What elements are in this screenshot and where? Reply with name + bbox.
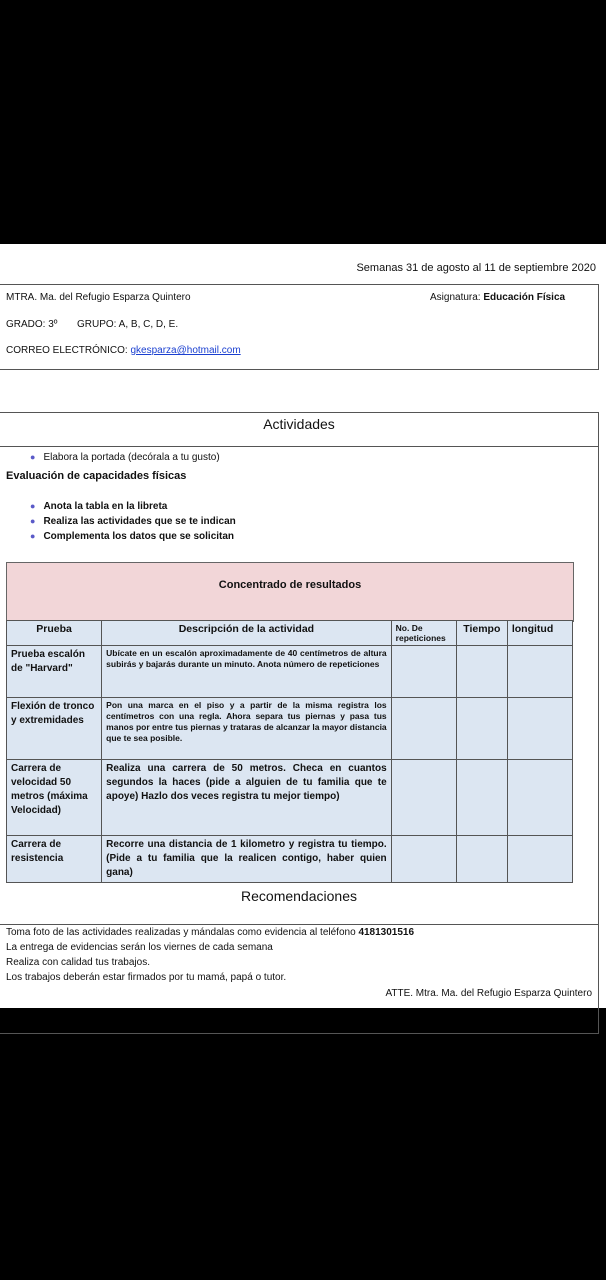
length-cell — [507, 646, 572, 698]
test-description: Pon una marca en el piso y a partir de la misma registra los centímetros con una regla. Ahora separa tus piernas y pasa tus manos por entre tus piernas y trataras de alcanzar la mayor distancia que te sea posible. — [102, 698, 392, 760]
header-repeticiones: No. De repeticiones — [391, 621, 456, 646]
grade: GRADO: 3º — [6, 319, 58, 330]
recommendation-line: La entrega de evidencias serán los viernes de cada semana — [6, 942, 273, 953]
results-title-box — [6, 562, 574, 622]
time-cell — [456, 760, 507, 836]
activity-item: ● Anota la tabla en la libreta — [30, 501, 167, 512]
table-header-row — [7, 621, 573, 646]
recommendation-line: Toma foto de las actividades realizadas y mándalas como evidencia al teléfono 4181301516 — [6, 927, 415, 938]
activity-item: ● Realiza las actividades que se te indican — [30, 516, 236, 527]
table-row — [7, 646, 573, 698]
evaluation-heading: Evaluación de capacidades físicas — [6, 470, 187, 482]
time-cell — [456, 836, 507, 883]
reps-cell — [391, 836, 456, 883]
divider — [0, 924, 598, 925]
time-cell — [456, 646, 507, 698]
table-row — [7, 760, 573, 836]
results-table — [6, 620, 573, 883]
phone-number: 4181301516 — [358, 927, 415, 938]
test-description: Recorre una distancia de 1 kilometro y registra tu tiempo. (Pide a tu familia que la realicen contigo, haber quien gana) — [102, 836, 392, 883]
activity-item: ● Complementa los datos que se solicitan — [30, 531, 234, 542]
test-name: Carrera de resistencia — [7, 836, 102, 883]
table-row — [7, 698, 573, 760]
test-description: Realiza una carrera de 50 metros. Checa en cuantos segundos la haces (pide a alguien de tu familia que te apoye) Hazlo dos veces registra tu mejor tiempo) — [102, 760, 392, 836]
email-link[interactable]: gkesparza@hotmail.com — [130, 345, 241, 356]
header-prueba: Prueba — [7, 621, 102, 646]
recommendation-line: Realiza con calidad tus trabajos. — [6, 957, 150, 968]
test-name: Prueba escalón de "Harvard" — [7, 646, 102, 698]
signature: ATTE. Mtra. Ma. del Refugio Esparza Quintero — [385, 988, 592, 999]
time-cell — [456, 698, 507, 760]
activities-title: Actividades — [263, 416, 335, 432]
header-tiempo: Tiempo — [456, 621, 507, 646]
length-cell — [507, 760, 572, 836]
test-name: Carrera de velocidad 50 metros (máxima Velocidad) — [7, 760, 102, 836]
table-row — [7, 836, 573, 883]
test-description: Ubícate en un escalón aproximadamente de 40 centímetros de altura subirás y bajarás durante un minuto. Anota número de repeticiones — [102, 646, 392, 698]
test-name: Flexión de tronco y extremidades — [7, 698, 102, 760]
reps-cell — [391, 760, 456, 836]
length-cell — [507, 836, 572, 883]
dates-text: Semanas 31 de agosto al 11 de septiembre 2020 — [356, 262, 596, 274]
recommendation-line: Los trabajos deberán estar firmados por tu mamá, papá o tutor. — [6, 972, 287, 983]
document-page — [0, 244, 606, 1008]
recommendations-title: Recomendaciones — [241, 888, 357, 904]
divider — [0, 446, 598, 447]
results-title: Concentrado de resultados — [218, 579, 362, 591]
email-line: CORREO ELECTRÓNICO: gkesparza@hotmail.com — [6, 345, 241, 356]
groups: GRUPO: A, B, C, D, E. — [77, 319, 179, 330]
header-longitud: longitud — [507, 621, 572, 646]
activity-cover: ● Elabora la portada (decórala a tu gusto) — [30, 452, 220, 463]
subject: Asignatura: Educación Física — [430, 292, 566, 303]
teacher-name: MTRA. Ma. del Refugio Esparza Quintero — [6, 292, 191, 303]
reps-cell — [391, 646, 456, 698]
reps-cell — [391, 698, 456, 760]
header-descripcion: Descripción de la actividad — [102, 621, 392, 646]
length-cell — [507, 698, 572, 760]
